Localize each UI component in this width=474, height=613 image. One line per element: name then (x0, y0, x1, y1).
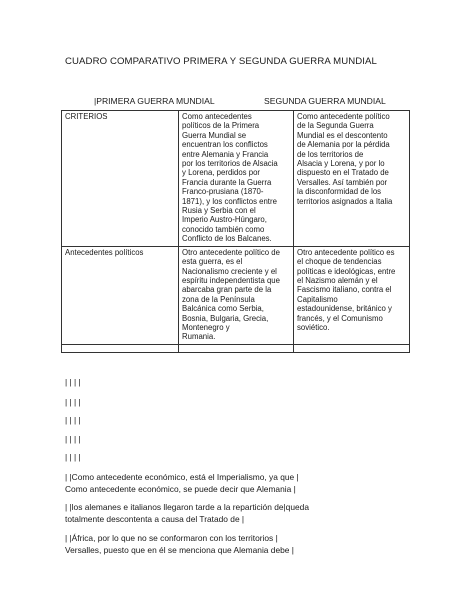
column-header-primera: |PRIMERA GUERRA MUNDIAL (94, 96, 215, 106)
comparison-table (61, 110, 410, 353)
primera-cell: Otro antecedente político de esta guerra, es el Nacionalismo creciente y el espíritu independentista que abarcaba gran parte de la zona de la Península Balcánica como Serbia, Bosnia, Bulgaria, Grecia, Montenegro y Rumania. (182, 247, 280, 342)
table-row (62, 111, 410, 247)
table-cell (179, 111, 294, 247)
table-row (62, 246, 410, 344)
primera-cell: Como antecedentes políticos de la Primera Guerra Mundial se encuentran los conflictos entre Alemania y Francia por los territorios de Alsacia y Lorena, perdidos por Francia durante la Guerra Franco-prusiana (1870- 1871), y los conflictos entre Rusia y Serbia con el Imperio Austro-Húngaro, conocido también como Conflicto de los Balcanes. (182, 112, 278, 244)
table-cell (294, 246, 410, 344)
paragraph-line: | |Como antecedente económico, está el Imperialismo, ya que | (65, 472, 299, 482)
table-cell (62, 246, 179, 344)
segunda-cell: Otro antecedente político es el choque de tendencias políticas e ideológicas, entre el Nazismo alemán y el Fascismo italiano, contra el Capitalismo estadounidense, británico y francés, y el Comunismo soviético. (297, 247, 396, 332)
criteria-label: Antecedentes políticos (65, 247, 144, 257)
paragraph-line: totalmente descontenta a causa del Tratado de | (65, 514, 245, 524)
paragraph-line: Como antecedente económico, se puede decir que Alemania | (65, 484, 296, 494)
paragraph-line: | |los alemanes e italianos llegaron tarde a la repartición de|queda (65, 502, 309, 512)
pipe-row: | | | | (65, 377, 81, 387)
paragraph-line: | |África, por lo que no se conformaron con los territorios | (65, 533, 278, 543)
table-cell (62, 344, 179, 352)
pipe-row: | | | | (65, 434, 81, 444)
table-cell (294, 111, 410, 247)
table-row-empty (62, 344, 410, 352)
pipe-row: | | | | (65, 397, 81, 407)
paragraph-line: Versalles, puesto que en él se menciona que Alemania debe | (65, 545, 294, 555)
pipe-row: | | | | (65, 452, 81, 462)
table-cell (179, 246, 294, 344)
criteria-header: CRITERIOS (65, 112, 108, 121)
table-cell (179, 344, 294, 352)
table-cell (294, 344, 410, 352)
pipe-row: | | | | (65, 415, 81, 425)
column-header-segunda: SEGUNDA GUERRA MUNDIAL (264, 96, 386, 106)
segunda-cell: Como antecedente político de la Segunda Guerra Mundial es el descontento de Alemania por la pérdida de los territorios de Alsacia y Lorena, y por lo dispuesto en el Tratado de Versalles. Así también por la disconformidad de los territorios asignados a Italia (297, 112, 393, 206)
document-title: CUADRO COMPARATIVO PRIMERA Y SEGUNDA GUERRA MUNDIAL (65, 56, 377, 67)
table-cell (62, 111, 179, 247)
